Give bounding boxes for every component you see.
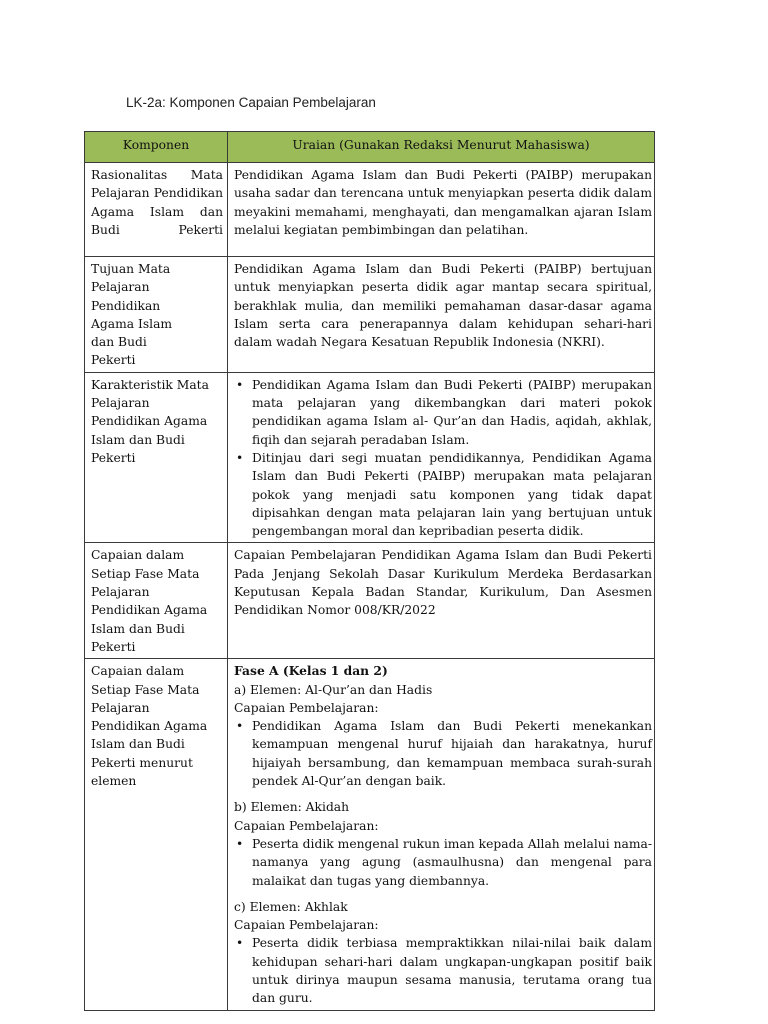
list-item: • Ditinjau dari segi muatan pendidikannya, Pendidikan Agama Islam dan Budi Pekerti (PAIBP) merupakan mata pelajaran pokok yang menjadi satu komponen yang tidak dapat dipisahkan dengan mata pelajaran lain yang bertujuan untuk pengembangan moral dan kepribadian peserta didik. <box>252 449 652 540</box>
komponen-text: Capaian dalam Setiap Fase Mata Pelajaran Pendidikan Agama Islam dan Budi Pekerti <box>91 548 208 654</box>
komponen-text: Karakteristik Mata Pelajaran Pendidikan Agama Islam dan Budi Pekerti <box>91 377 209 465</box>
element-sub: Capaian Pembelajaran: <box>234 918 379 933</box>
komponen-text: Capaian dalam Setiap Fase Mata Pelajaran Pendidikan Agama Islam dan Budi Pekerti menurut elemen <box>91 664 208 789</box>
uraian-cell: Capaian Pembelajaran Pendidikan Agama Islam dan Budi Pekerti Pada Jenjang Sekolah Dasar Kurikulum Merdeka Berdasarkan Keputusan Kepala Badan Standar, Kurikulum, Dan Asesmen Pendidikan Nomor 008/KR/2022 <box>228 543 655 659</box>
element-label: c) Elemen: Akhlak <box>234 899 348 914</box>
komponen-cell <box>85 659 228 1010</box>
list-item: • Peserta didik terbiasa mempraktikkan nilai-nilai baik dalam kehidupan sehari-hari dalam ungkapan-ungkapan positif baik untuk dirinya maupun sesama manusia, terutama orang tua dan guru. <box>252 934 652 1007</box>
list-item: • Pendidikan Agama Islam dan Budi Pekerti (PAIBP) merupakan mata pelajaran yang dikembangkan dari materi pokok pendidikan agama Islam al- Qur’an dan Hadis, aqidah, akhlak, fiqih dan sejarah peradaban Islam. <box>252 376 652 449</box>
table-row <box>85 543 655 659</box>
komponen-cell <box>85 163 228 257</box>
page-title: LK-2a: Komponen Capaian Pembelajaran <box>126 95 376 110</box>
komponen-cell <box>85 257 228 373</box>
list-item: • Peserta didik mengenal rukun iman kepada Allah melalui nama-namanya yang agung (asmaulhusna) dan mengenal para malaikat dan tugas yang diembannya. <box>252 835 652 890</box>
fase-heading: Fase A (Kelas 1 dan 2) <box>234 663 388 679</box>
uraian-cell <box>228 659 655 1010</box>
element-list <box>234 934 652 1007</box>
header-uraian: Uraian (Gunakan Redaksi Menurut Mahasiswa) <box>228 132 655 163</box>
element-label: b) Elemen: Akidah <box>234 800 350 815</box>
table-row <box>85 163 655 257</box>
element-label: a) Elemen: Al-Qur’an dan Hadis <box>234 682 433 697</box>
komponen-text: Rasionalitas Mata Pelajaran Pendidikan Agama Islam dan Budi Pekerti <box>91 168 223 237</box>
uraian-cell: Pendidikan Agama Islam dan Budi Pekerti (PAIBP) bertujuan untuk menyiapkan peserta didik agar mantap secara spiritual, berakhlak mulia, dan memiliki pemahaman dasar-dasar agama Islam serta cara penerapannya dalam kehidupan sehari-hari dalam wadah Negara Kesatuan Republik Indonesia (NKRI). <box>228 257 655 373</box>
table-row <box>85 257 655 373</box>
komponen-cell <box>85 372 228 543</box>
uraian-cell <box>228 372 655 543</box>
cp-table <box>84 131 655 1011</box>
element-sub: Capaian Pembelajaran: <box>234 700 379 715</box>
list-item: • Pendidikan Agama Islam dan Budi Pekerti menekankan kemampuan mengenal huruf hijaiah dan harakatnya, huruf hijaiyah bersambung, dan kemampuan membaca surah-surah pendek Al-Qur’an dengan baik. <box>252 717 652 790</box>
komponen-cell <box>85 543 228 659</box>
table-row <box>85 372 655 543</box>
header-komponen: Komponen <box>85 132 228 163</box>
karakteristik-list <box>234 376 652 541</box>
element-list <box>234 835 652 890</box>
table-header-row <box>85 132 655 163</box>
table-row <box>85 659 655 1010</box>
element-sub: Capaian Pembelajaran: <box>234 818 379 833</box>
komponen-text: Tujuan Mata Pelajaran Pendidikan Agama Islam dan Budi Pekerti <box>91 262 173 368</box>
element-list <box>234 717 652 790</box>
uraian-cell: Pendidikan Agama Islam dan Budi Pekerti (PAIBP) merupakan usaha sadar dan terencana untuk menyiapkan peserta didik dalam meyakini memahami, menghayati, dan mengamalkan ajaran Islam melalui kegiatan pembimbingan dan pelatihan. <box>228 163 655 257</box>
